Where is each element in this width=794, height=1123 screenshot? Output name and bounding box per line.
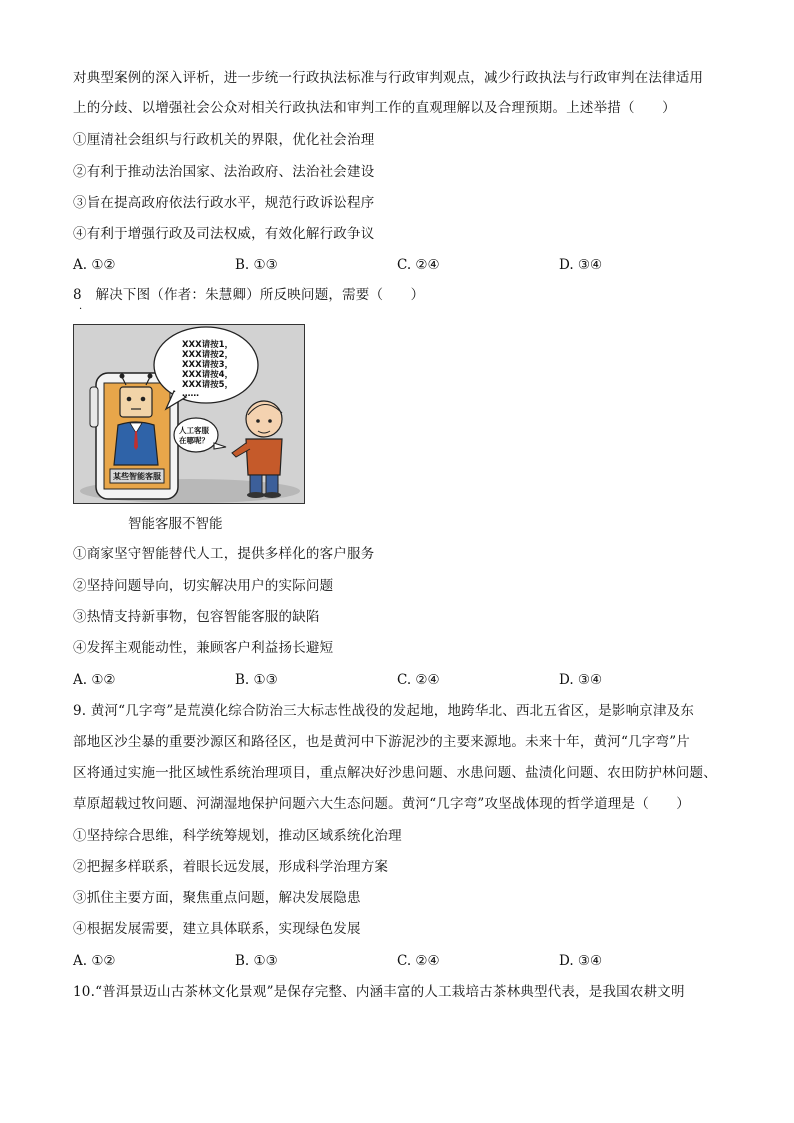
cartoon-illustration bbox=[74, 325, 305, 504]
bubble-line-4: XXX请按4， bbox=[182, 370, 234, 380]
cartoon-caption: 智能客服不智能 bbox=[128, 516, 223, 532]
q7-item-4: ④有利于增强行政及司法权威，有效化解行政争议 bbox=[73, 226, 375, 242]
q9-option-b: B. ①③ bbox=[235, 953, 278, 969]
q8-stem: 8 解决下图（作者：朱慧卿）所反映问题，需要（ ） bbox=[73, 287, 425, 303]
phone-badge-text: 某些智能客服 bbox=[113, 472, 161, 481]
q9-item-2: ②把握多样联系，着眼长远发展，形成科学治理方案 bbox=[73, 859, 389, 875]
q8-item-1: ①商家坚守智能替代人工，提供多样化的客户服务 bbox=[73, 546, 375, 562]
bubble-line-3: XXX请按3， bbox=[182, 360, 234, 370]
q7-item-2: ②有利于推动法治国家、法治政府、法治社会建设 bbox=[73, 164, 375, 180]
q9-item-3: ③抓住主要方面，聚焦重点问题，解决发展隐患 bbox=[73, 890, 361, 906]
bubble-line-6: …… bbox=[182, 389, 199, 399]
q8-option-a: A. ①② bbox=[73, 672, 116, 688]
q9-stem-line-4: 草原超载过牧问题、河湖湿地保护问题六大生态问题。黄河“几字弯”攻坚战体现的哲学道理是（ ） bbox=[73, 796, 691, 812]
q9-stem-line-3: 区将通过实施一批区域性系统治理项目，重点解决好沙患问题、水患问题、盐渍化问题、农田防护林问题、 bbox=[73, 765, 717, 781]
q9-options bbox=[73, 951, 733, 971]
q9-stem-line-2: 部地区沙尘暴的重要沙源区和路径区，也是黄河中下游泥沙的主要来源地。未来十年，黄河“几字弯”片 bbox=[73, 734, 691, 750]
q9-item-4: ④根据发展需要，建立具体联系，实现绿色发展 bbox=[73, 921, 361, 937]
cartoon-image bbox=[73, 324, 305, 504]
q10-stem-line-1: 10.“普洱景迈山古茶林文化景观”是保存完整、内涵丰富的人工栽培古茶林典型代表，是我国农耕文明 bbox=[73, 984, 685, 1000]
q8-item-2: ②坚持问题导向，切实解决用户的实际问题 bbox=[73, 578, 334, 594]
q7-option-a: A. ①② bbox=[73, 257, 116, 273]
bubble-line-1: XXX请按1， bbox=[182, 340, 234, 350]
q9-item-1: ①坚持综合思维，科学统筹规划，推动区域系统化治理 bbox=[73, 828, 402, 844]
q7-option-d: D. ③④ bbox=[559, 257, 603, 273]
q7-item-3: ③旨在提高政府依法行政水平，规范行政诉讼程序 bbox=[73, 195, 375, 211]
q8-options bbox=[73, 670, 733, 690]
q9-option-d: D. ③④ bbox=[559, 953, 603, 969]
q7-option-b: B. ①③ bbox=[235, 257, 278, 273]
q9-option-c: C. ②④ bbox=[397, 953, 440, 969]
stray-dot: · bbox=[79, 304, 83, 315]
q9-option-a: A. ①② bbox=[73, 953, 116, 969]
small-bubble-line-1: 人工客服 bbox=[179, 426, 209, 435]
q8-option-d: D. ③④ bbox=[559, 672, 603, 688]
small-bubble-line-2: 在哪呢？ bbox=[179, 436, 209, 445]
q7-item-1: ①厘清社会组织与行政机关的界限，优化社会治理 bbox=[73, 132, 375, 148]
q7-options bbox=[73, 255, 733, 275]
q7-stem-line-2: 上的分歧、以增强社会公众对相关行政执法和审判工作的直观理解以及合理预期。上述举措（ ） bbox=[73, 100, 676, 116]
q9-stem-line-1: 9. 黄河“几字弯”是荒漠化综合防治三大标志性战役的发起地，地跨华北、西北五省区，是影响京津及东 bbox=[73, 703, 695, 719]
q8-option-b: B. ①③ bbox=[235, 672, 278, 688]
q7-stem-line-1: 对典型案例的深入评析，进一步统一行政执法标准与行政审判观点，减少行政执法与行政审判在法律适用 bbox=[73, 70, 704, 86]
q8-item-4: ④发挥主观能动性，兼顾客户利益扬长避短 bbox=[73, 640, 334, 656]
q8-option-c: C. ②④ bbox=[397, 672, 440, 688]
q8-item-3: ③热情支持新事物，包容智能客服的缺陷 bbox=[73, 609, 320, 625]
bubble-line-2: XXX请按2， bbox=[182, 350, 234, 360]
q7-option-c: C. ②④ bbox=[397, 257, 440, 273]
bubble-line-5: XXX请按5， bbox=[182, 380, 234, 390]
